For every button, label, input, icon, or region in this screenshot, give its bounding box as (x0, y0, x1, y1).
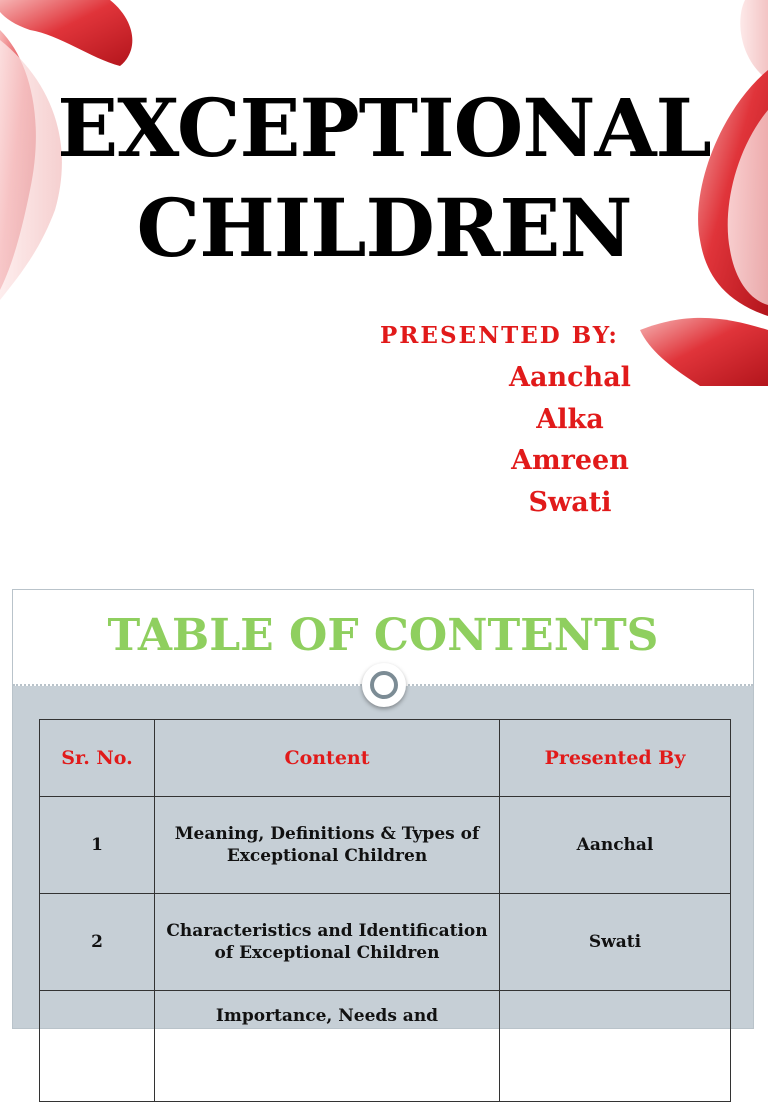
cell-presenter: Swati (500, 894, 731, 991)
cell-content: Importance, Needs and (155, 991, 500, 1102)
cell-content: Characteristics and Identification of Exceptional Children (155, 894, 500, 991)
cell-presenter (500, 991, 731, 1102)
slide-title: EXCEPTIONAL CHILDREN (57, 81, 711, 275)
column-header-presented-by: Presented By (500, 720, 731, 797)
table-of-contents-slide (12, 589, 754, 1029)
toc-title: TABLE OF CONTENTS (107, 610, 659, 661)
cell-sr-no (40, 991, 155, 1102)
table-row (40, 991, 731, 1102)
cell-sr-no: 2 (40, 894, 155, 991)
table-header-row (40, 720, 731, 797)
column-header-sr-no: Sr. No. (40, 720, 155, 797)
circle-divider-icon (362, 663, 406, 707)
presenter-list (470, 357, 670, 523)
presenter-name: Alka (536, 403, 604, 435)
cell-sr-no: 1 (40, 797, 155, 894)
title-slide (0, 0, 768, 518)
presenter-name: Swati (528, 486, 612, 518)
cell-presenter: Aanchal (500, 797, 731, 894)
contents-table (39, 719, 731, 1102)
presenter-name: Amreen (511, 445, 629, 476)
presented-by-label: PRESENTED BY: (380, 322, 619, 349)
presenter-name: Aanchal (509, 362, 631, 393)
cell-content: Meaning, Definitions & Types of Exceptional Children (155, 797, 500, 894)
column-header-content: Content (155, 720, 500, 797)
table-row (40, 797, 731, 894)
table-row (40, 894, 731, 991)
